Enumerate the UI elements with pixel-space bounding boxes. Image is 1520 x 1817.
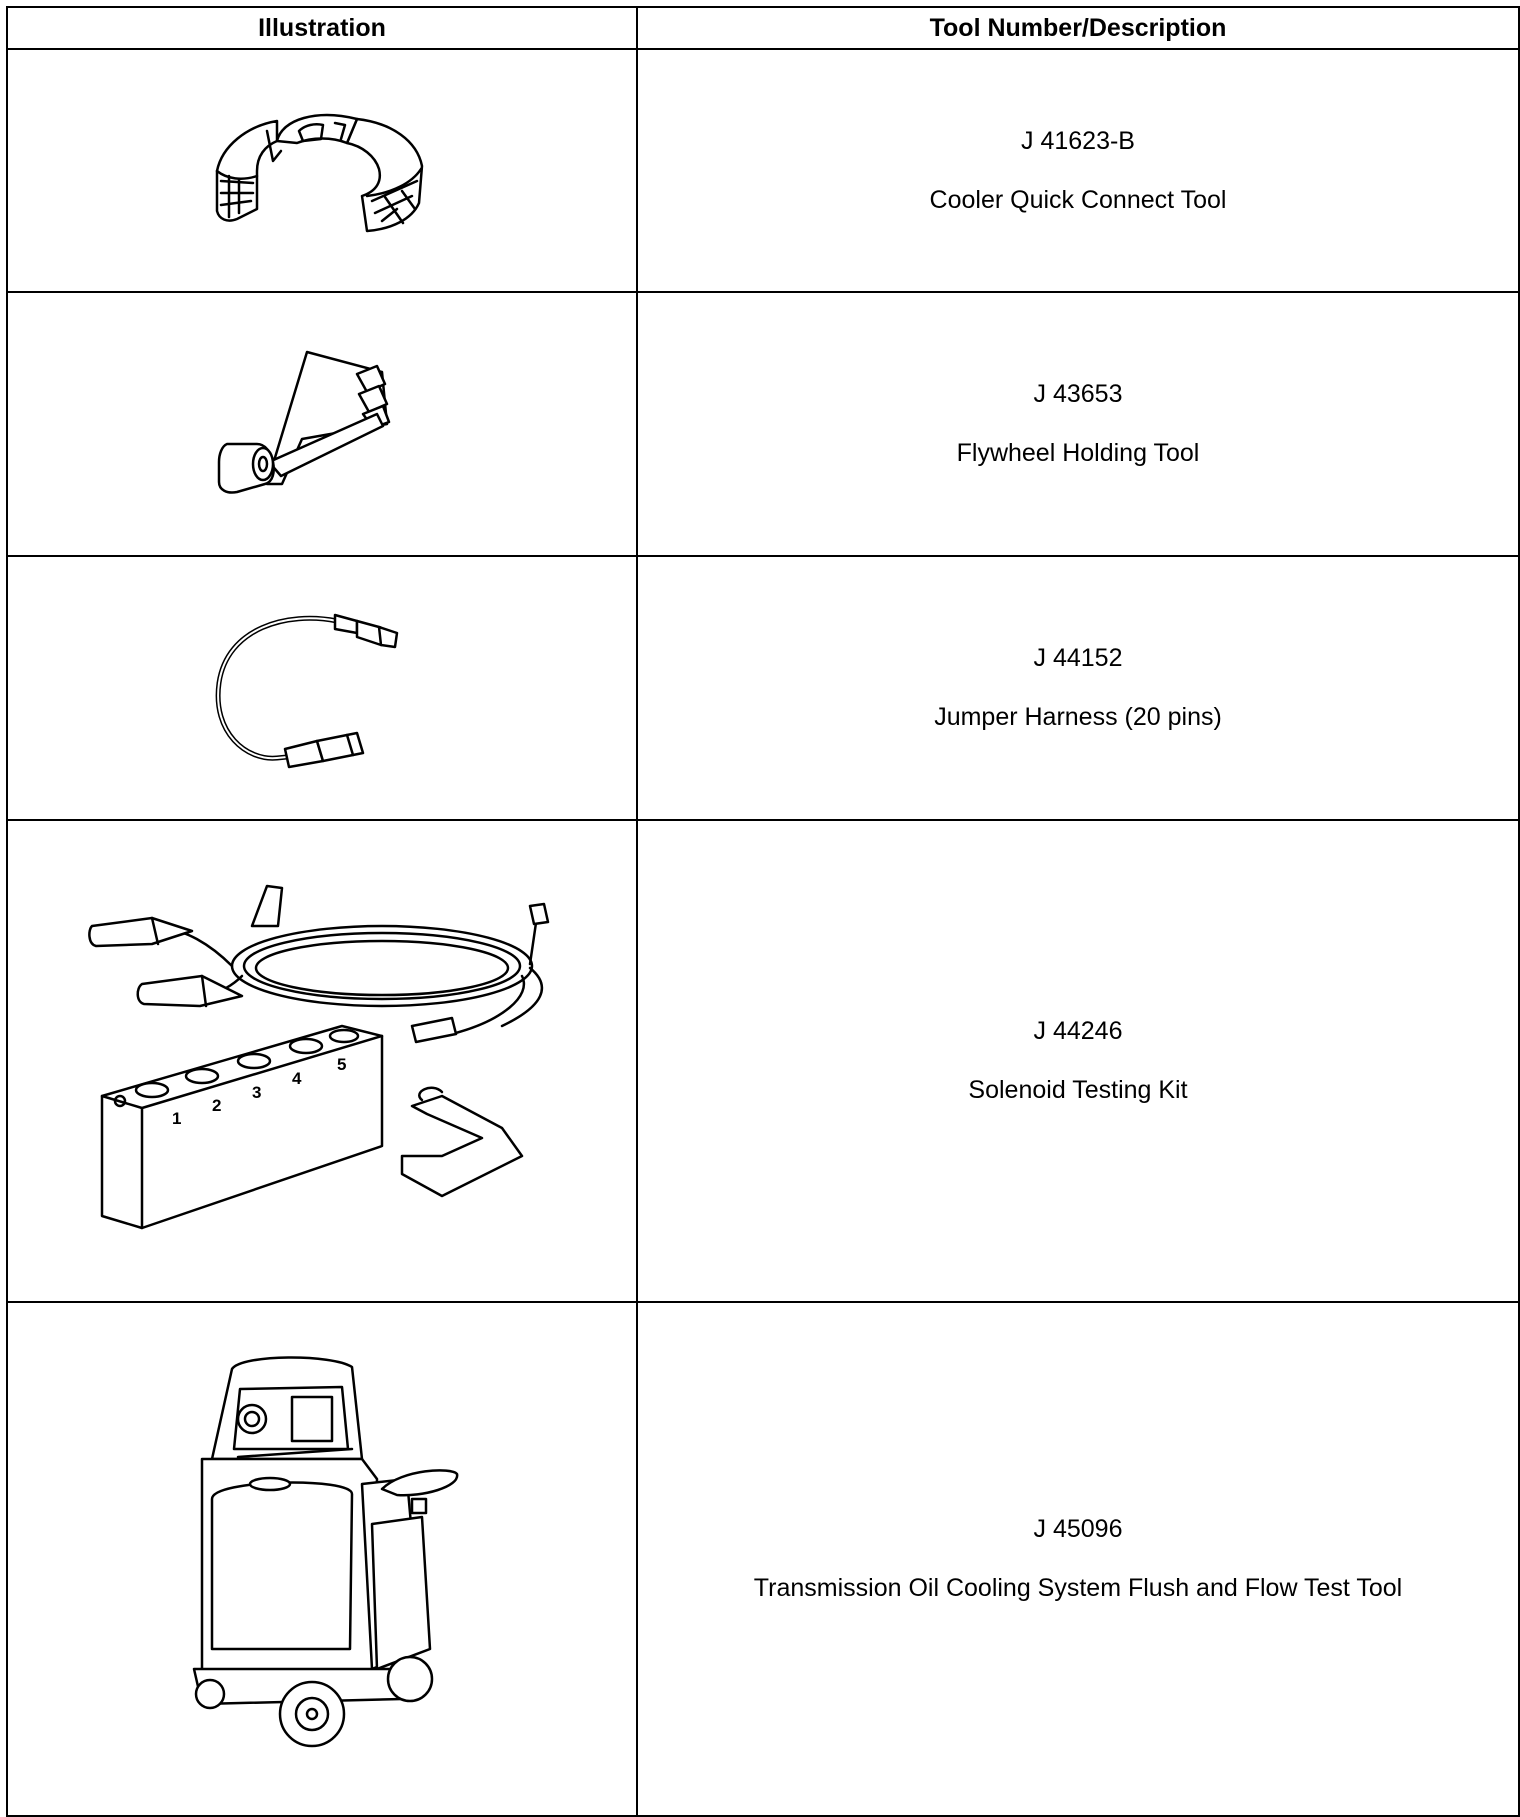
table-row	[7, 49, 1519, 292]
cooler-quick-connect-tool-illustration	[207, 101, 437, 241]
description-cell	[637, 1302, 1519, 1816]
illustration-cell	[7, 49, 637, 292]
description-header: Tool Number/Description	[637, 7, 1519, 49]
flush-and-flow-test-tool-illustration	[182, 1349, 462, 1769]
illustration-header: Illustration	[7, 7, 637, 49]
solenoid-testing-kit-illustration	[82, 856, 562, 1266]
table-row	[7, 292, 1519, 556]
table-row	[7, 820, 1519, 1302]
block-label: 3	[252, 1083, 262, 1102]
header-row	[7, 7, 1519, 49]
flywheel-holding-tool-illustration	[207, 344, 437, 504]
description-cell	[637, 820, 1519, 1302]
special-tools-table	[6, 6, 1520, 1817]
description-cell	[637, 49, 1519, 292]
block-label: 1	[172, 1109, 182, 1128]
illustration-cell	[7, 1302, 637, 1816]
tool-name: Cooler Quick Connect Tool	[929, 185, 1227, 214]
tool-name: Flywheel Holding Tool	[956, 439, 1200, 467]
tool-name: Transmission Oil Cooling System Flush and Flow Test Tool	[753, 1574, 1403, 1602]
tool-name: Jumper Harness (20 pins)	[934, 703, 1222, 731]
tool-number: J 41623-B	[1021, 126, 1135, 155]
tool-name: Solenoid Testing Kit	[968, 1076, 1188, 1104]
tool-number: J 45096	[1033, 1515, 1123, 1543]
table-row	[7, 1302, 1519, 1816]
description-cell	[637, 556, 1519, 820]
tool-number: J 44246	[1033, 1017, 1123, 1045]
description-cell	[637, 292, 1519, 556]
tool-number: J 43653	[1033, 380, 1123, 408]
jumper-harness-illustration	[207, 603, 437, 773]
tool-number: J 44152	[1033, 644, 1123, 672]
illustration-cell	[7, 556, 637, 820]
block-label: 4	[292, 1069, 302, 1088]
illustration-cell	[7, 820, 637, 1302]
block-label: 2	[212, 1096, 222, 1115]
illustration-cell	[7, 292, 637, 556]
table-row	[7, 556, 1519, 820]
block-label: 5	[337, 1055, 347, 1074]
